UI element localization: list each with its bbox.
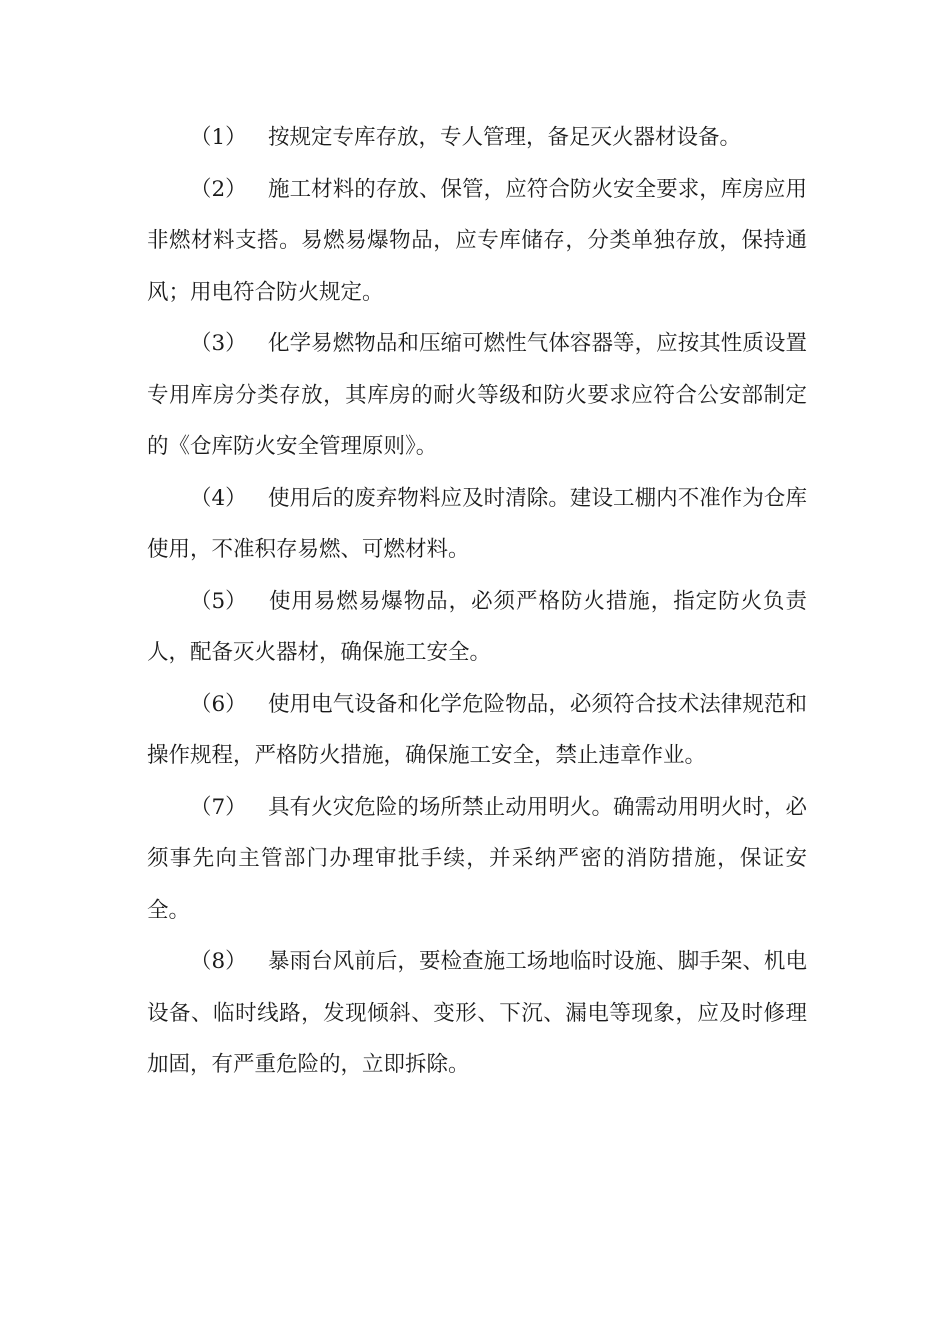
item-number: （3） (190, 331, 247, 356)
paragraph-6 (147, 679, 807, 782)
item-number: （4） (190, 485, 247, 511)
paragraph-text: 具有火灾危险的场所禁止动用明火。确需动用明火时，必须事先向主管部门办理审批手续，并采纳严密的消防措施，保证安全。 (147, 794, 807, 923)
paragraph-1 (147, 112, 807, 164)
paragraph-text: 使用电气设备和化学危险物品，必须符合技术法律规范和操作规程，严格防火措施，确保施工安全，禁止违章作业。 (147, 691, 807, 768)
item-number: （2） (190, 176, 247, 202)
item-number: （1） (190, 125, 247, 150)
paragraph-text: 化学易燃物品和压缩可燃性气体容器等，应按其性质设置专用库房分类存放，其库房的耐火等级和防火要求应符合公安部制定的《仓库防火安全管理原则》。 (147, 331, 807, 459)
paragraph-3 (147, 318, 807, 473)
paragraph-2 (147, 164, 807, 319)
paragraph-8 (147, 936, 807, 1091)
paragraph-text: 使用后的废弃物料应及时清除。建设工棚内不准作为仓库使用，不准积存易燃、可燃材料。 (147, 485, 807, 562)
item-number: （7） (190, 794, 247, 820)
document-body (147, 112, 807, 1091)
paragraph-text: 使用易燃易爆物品，必须严格防火措施，指定防火负责人，配备灭火器材，确保施工安全。 (147, 588, 807, 665)
item-number: （5） (190, 588, 247, 614)
paragraph-text: 暴雨台风前后，要检查施工场地临时设施、脚手架、机电设备、临时线路，发现倾斜、变形、下沉、漏电等现象，应及时修理加固，有严重危险的，立即拆除。 (147, 949, 807, 1077)
paragraph-5 (147, 576, 807, 679)
item-number: （8） (190, 949, 247, 974)
paragraph-7 (147, 782, 807, 937)
item-number: （6） (190, 691, 247, 717)
paragraph-text: 施工材料的存放、保管，应符合防火安全要求，库房应用非燃材料支搭。易燃易爆物品，应专库储存，分类单独存放，保持通风；用电符合防火规定。 (147, 176, 807, 305)
paragraph-4 (147, 473, 807, 576)
paragraph-text: 按规定专库存放，专人管理，备足灭火器材设备。 (268, 125, 742, 150)
